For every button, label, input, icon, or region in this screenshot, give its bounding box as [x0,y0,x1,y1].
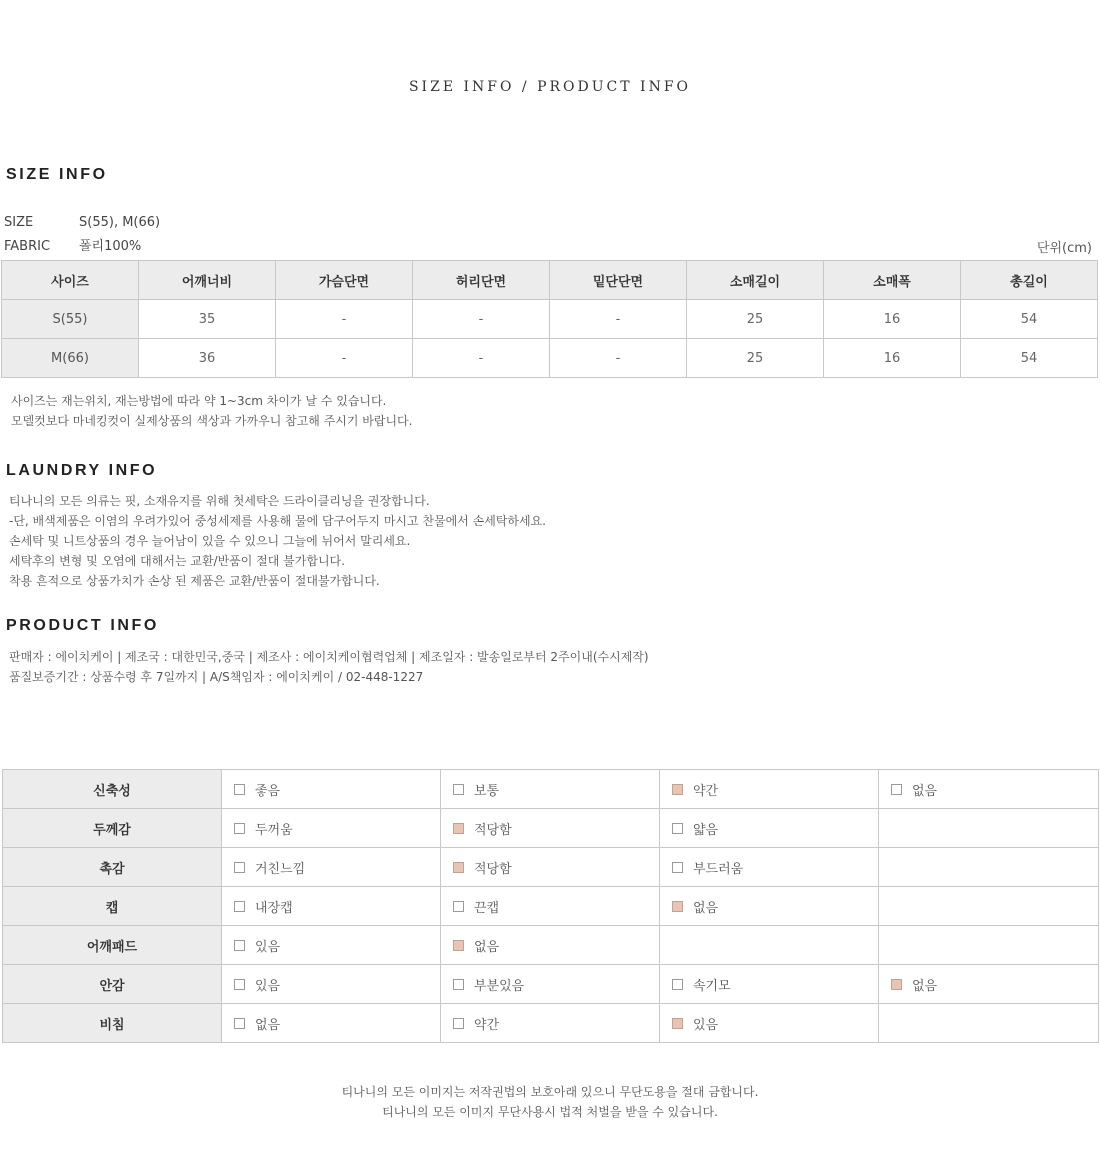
size-table-header [2,261,1098,300]
attribute-option [234,897,293,916]
attribute-cell [879,965,1099,1004]
attribute-cell [879,809,1099,848]
attribute-table [2,769,1099,1043]
product-line: 품질보증기간 : 상품수령 후 7일까지 | A/S책임자 : 에이치케이 / 02-448-1227 [9,670,424,684]
attribute-label: 두께감 [3,809,222,848]
attribute-option [234,975,280,994]
option-label: 끈캡 [474,900,500,916]
attribute-option [453,819,512,838]
attribute-cell [441,965,660,1004]
unchecked-box-icon [234,901,245,912]
option-label: 얇음 [693,822,719,838]
col-header: 사이즈 [2,261,139,300]
table-cell: 54 [961,339,1098,378]
attribute-option [453,1014,499,1033]
table-cell: - [413,339,550,378]
option-label: 부분있음 [474,978,525,994]
option-label: 거친느낌 [255,861,306,877]
row-header: S(55) [2,300,139,339]
table-cell: - [276,339,413,378]
table-cell: 36 [139,339,276,378]
size-notes [11,391,412,431]
option-label: 속기모 [693,978,731,994]
attribute-option [891,780,937,799]
attribute-row [3,926,1099,965]
checked-box-icon [672,1018,683,1029]
attribute-cell [660,848,879,887]
attribute-option [672,819,718,838]
attribute-cell [660,887,879,926]
option-label: 없음 [255,1017,281,1033]
table-cell: 25 [687,339,824,378]
attribute-cell [879,770,1099,809]
attribute-option [453,780,499,799]
attribute-option [234,936,280,955]
table-cell: - [550,300,687,339]
option-label: 없음 [693,900,719,916]
size-label: SIZE [4,215,34,230]
attribute-label: 어깨패드 [3,926,222,965]
attribute-option [672,1014,718,1033]
attribute-cell [222,926,441,965]
attribute-option [672,897,718,916]
option-label: 없음 [912,783,938,799]
attribute-cell [222,770,441,809]
option-label: 있음 [255,978,281,994]
product-line: 판매자 : 에이치케이 | 제조국 : 대한민국,중국 | 제조사 : 에이치케이협력업체 | 제조일자 : 발송일로부터 2주이내(수시제작) [9,650,649,664]
fabric-row [4,235,141,254]
laundry-info-title: LAUNDRY INFO [6,462,158,479]
option-label: 보통 [474,783,500,799]
col-header: 어깨너비 [139,261,276,300]
attribute-cell [660,965,879,1004]
attribute-cell [441,887,660,926]
checked-box-icon [891,979,902,990]
attribute-cell [879,887,1099,926]
checked-box-icon [672,784,683,795]
checked-box-icon [453,862,464,873]
unchecked-box-icon [672,862,683,873]
option-label: 적당함 [474,822,512,838]
attribute-label: 안감 [3,965,222,1004]
table-cell: 16 [824,300,961,339]
option-label: 내장캡 [255,900,293,916]
attribute-cell [441,848,660,887]
col-header: 허리단면 [413,261,550,300]
attribute-cell [441,770,660,809]
unchecked-box-icon [672,979,683,990]
attribute-cell [879,848,1099,887]
attribute-row [3,809,1099,848]
table-cell: - [276,300,413,339]
checked-box-icon [672,901,683,912]
option-label: 부드러움 [693,861,744,877]
laundry-line: 손세탁 및 니트상품의 경우 늘어남이 있을 수 있으니 그늘에 뉘어서 말리세요. [9,534,411,548]
table-cell: 16 [824,339,961,378]
option-label: 없음 [474,939,500,955]
unchecked-box-icon [234,862,245,873]
checked-box-icon [453,823,464,834]
size-row [4,215,160,230]
attribute-label: 비침 [3,1004,222,1043]
attribute-cell [222,1004,441,1043]
product-notes [9,647,649,687]
note-line: 모델컷보다 마네킹컷이 실제상품의 색상과 가까우니 참고해 주시기 바랍니다. [11,414,413,428]
col-header: 소매길이 [687,261,824,300]
attribute-option [234,1014,280,1033]
attribute-cell [222,809,441,848]
option-label: 있음 [255,939,281,955]
table-row [2,300,1098,339]
unchecked-box-icon [891,784,902,795]
size-info-title: SIZE INFO [6,166,108,183]
attribute-cell [441,926,660,965]
attribute-option [453,975,524,994]
attribute-cell [660,770,879,809]
attribute-option [234,858,305,877]
attribute-row [3,887,1099,926]
option-label: 좋음 [255,783,281,799]
attribute-option [453,897,499,916]
col-header: 밑단단면 [550,261,687,300]
attribute-option [672,780,718,799]
unchecked-box-icon [234,1018,245,1029]
option-label: 약간 [474,1017,500,1033]
attribute-cell [222,965,441,1004]
unchecked-box-icon [453,901,464,912]
laundry-notes [9,491,546,591]
attribute-option [234,819,293,838]
row-header: M(66) [2,339,139,378]
fabric-value: 폴리100% [79,239,142,254]
col-header: 가슴단면 [276,261,413,300]
attribute-row [3,770,1099,809]
size-value: S(55), M(66) [79,215,161,230]
laundry-line: 착용 흔적으로 상품가치가 손상 된 제품은 교환/반품이 절대불가합니다. [9,574,380,588]
table-cell: 54 [961,300,1098,339]
attribute-cell [222,887,441,926]
attribute-cell [660,926,879,965]
unchecked-box-icon [234,979,245,990]
attribute-row [3,848,1099,887]
unchecked-box-icon [672,823,683,834]
copyright-notice [0,1082,1100,1122]
option-label: 약간 [693,783,719,799]
table-cell: - [413,300,550,339]
size-table [1,260,1098,378]
unchecked-box-icon [234,784,245,795]
unchecked-box-icon [234,823,245,834]
table-cell: 25 [687,300,824,339]
option-label: 있음 [693,1017,719,1033]
checked-box-icon [453,940,464,951]
attribute-label: 신축성 [3,770,222,809]
option-label: 두꺼움 [255,822,293,838]
laundry-line: 세탁후의 변형 및 오염에 대해서는 교환/반품이 절대 불가합니다. [9,554,345,568]
unchecked-box-icon [453,784,464,795]
attribute-cell [879,926,1099,965]
table-cell: 35 [139,300,276,339]
attribute-label: 촉감 [3,848,222,887]
footer-line: 티나니의 모든 이미지는 저작권법의 보호아래 있으니 무단도용을 절대 금합니다. [341,1085,759,1099]
attribute-option [453,936,499,955]
attribute-option [672,975,731,994]
attribute-cell [441,809,660,848]
attribute-cell [660,809,879,848]
fabric-label: FABRIC [4,239,51,254]
col-header: 총길이 [961,261,1098,300]
note-line: 사이즈는 재는위치, 재는방법에 따라 약 1~3cm 차이가 날 수 있습니다. [11,394,387,408]
unit-label: 단위(cm) [1036,241,1092,256]
unchecked-box-icon [453,1018,464,1029]
product-info-title: PRODUCT INFO [6,617,159,634]
attribute-label: 캡 [3,887,222,926]
unchecked-box-icon [453,979,464,990]
table-cell: - [550,339,687,378]
laundry-line: -단, 배색제품은 이염의 우려가있어 중성세제를 사용해 물에 담구어두지 마시고 찬물에서 손세탁하세요. [9,514,546,528]
table-row [2,339,1098,378]
attribute-cell [222,848,441,887]
attribute-option [891,975,937,994]
laundry-line: 티나니의 모든 의류는 핏, 소재유지를 위해 첫세탁은 드라이클리닝을 권장합니다. [9,494,430,508]
attribute-cell [441,1004,660,1043]
attribute-cell [660,1004,879,1043]
option-label: 적당함 [474,861,512,877]
attribute-row [3,965,1099,1004]
option-label: 없음 [912,978,938,994]
unchecked-box-icon [234,940,245,951]
attribute-option [672,858,743,877]
banner-title: SIZE INFO / PRODUCT INFO [408,79,692,95]
footer-line: 티나니의 모든 이미지 무단사용시 법적 처벌을 받을 수 있습니다. [382,1105,718,1119]
attribute-row [3,1004,1099,1043]
attribute-option [234,780,280,799]
col-header: 소매폭 [824,261,961,300]
attribute-option [453,858,512,877]
attribute-cell [879,1004,1099,1043]
